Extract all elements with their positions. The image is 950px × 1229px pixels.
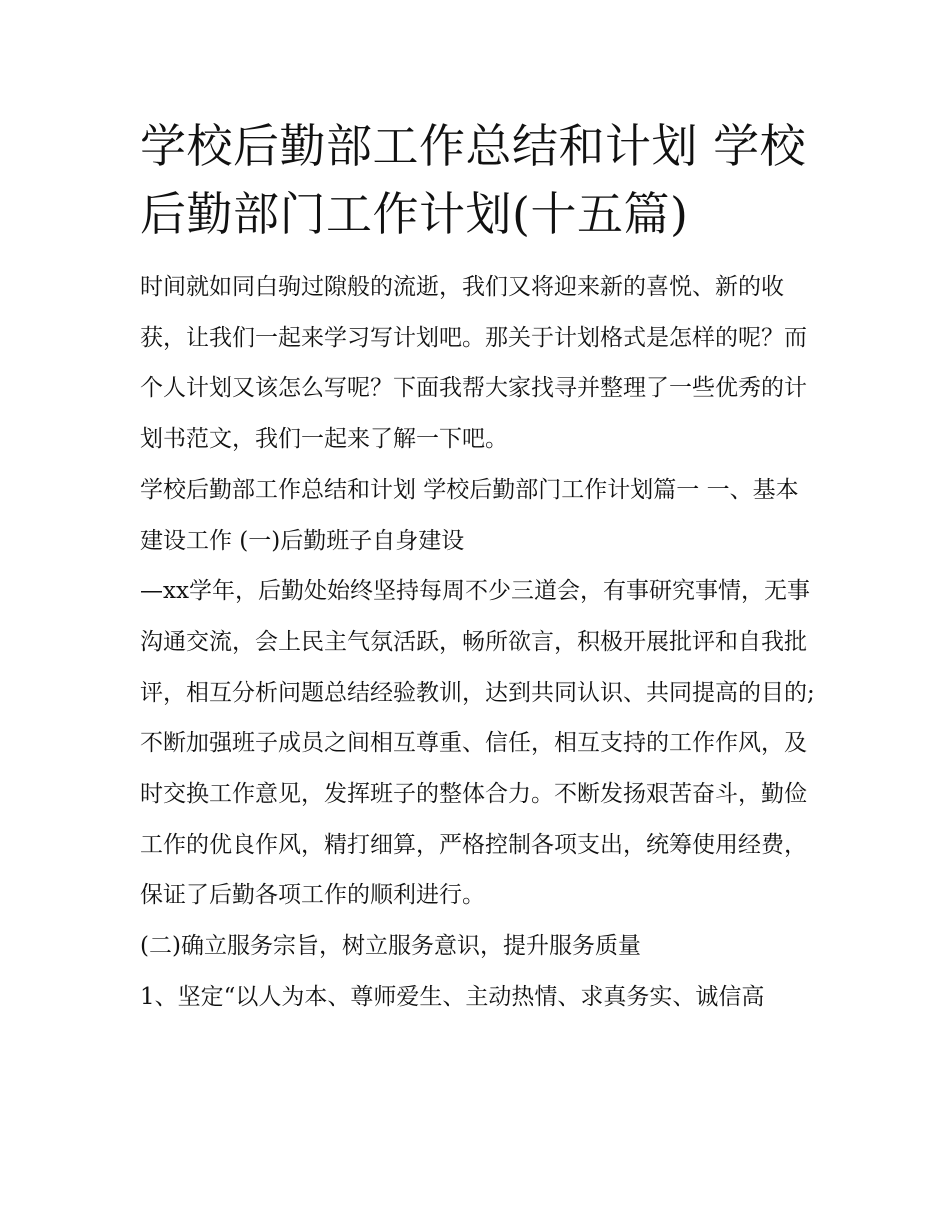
intro-paragraph: 时间就如同白驹过隙般的流逝，我们又将迎来新的喜悦、新的收获，让我们一起来学习写计划吧。那关于计划格式是怎样的呢？而个人计划又该怎么写呢？下面我帮大家找寻并整理了一些优秀的计划书范文，我们一起来了解一下吧。: [140, 274, 807, 453]
document-body: [140, 112, 820, 1023]
body-paragraph: —xx学年，后勤处始终坚持每周不少三道会，有事研究事情，无事沟通交流，会上民主气氛活跃，畅所欲言，积极开展批评和自我批评，相互分析问题总结经验教训，达到共同认识、共同提高的目的;不断加强班子成员之间相互尊重、信任，相互支持的工作作风，及时交换工作意见，发挥班子的整体合力。不断发扬艰苦奋斗，勤俭工作的优良作风，精打细算，严格控制各项支出，统筹使用经费，保证了后勤各项工作的顺利进行。: [140, 578, 815, 909]
document-title: 学校后勤部工作总结和计划 学校后勤部门工作计划(十五篇): [140, 119, 807, 241]
subsection-heading: (二)确立服务宗旨，树立服务意识，提升服务质量: [140, 933, 641, 960]
list-item-paragraph: 1、坚定“以人为本、尊师爱生、主动热情、求真务实、诚信高: [140, 983, 765, 1010]
section-heading-paragraph: 学校后勤部工作总结和计划 学校后勤部门工作计划篇一 一、基本建设工作 (一)后勤班子自身建设: [140, 476, 799, 554]
